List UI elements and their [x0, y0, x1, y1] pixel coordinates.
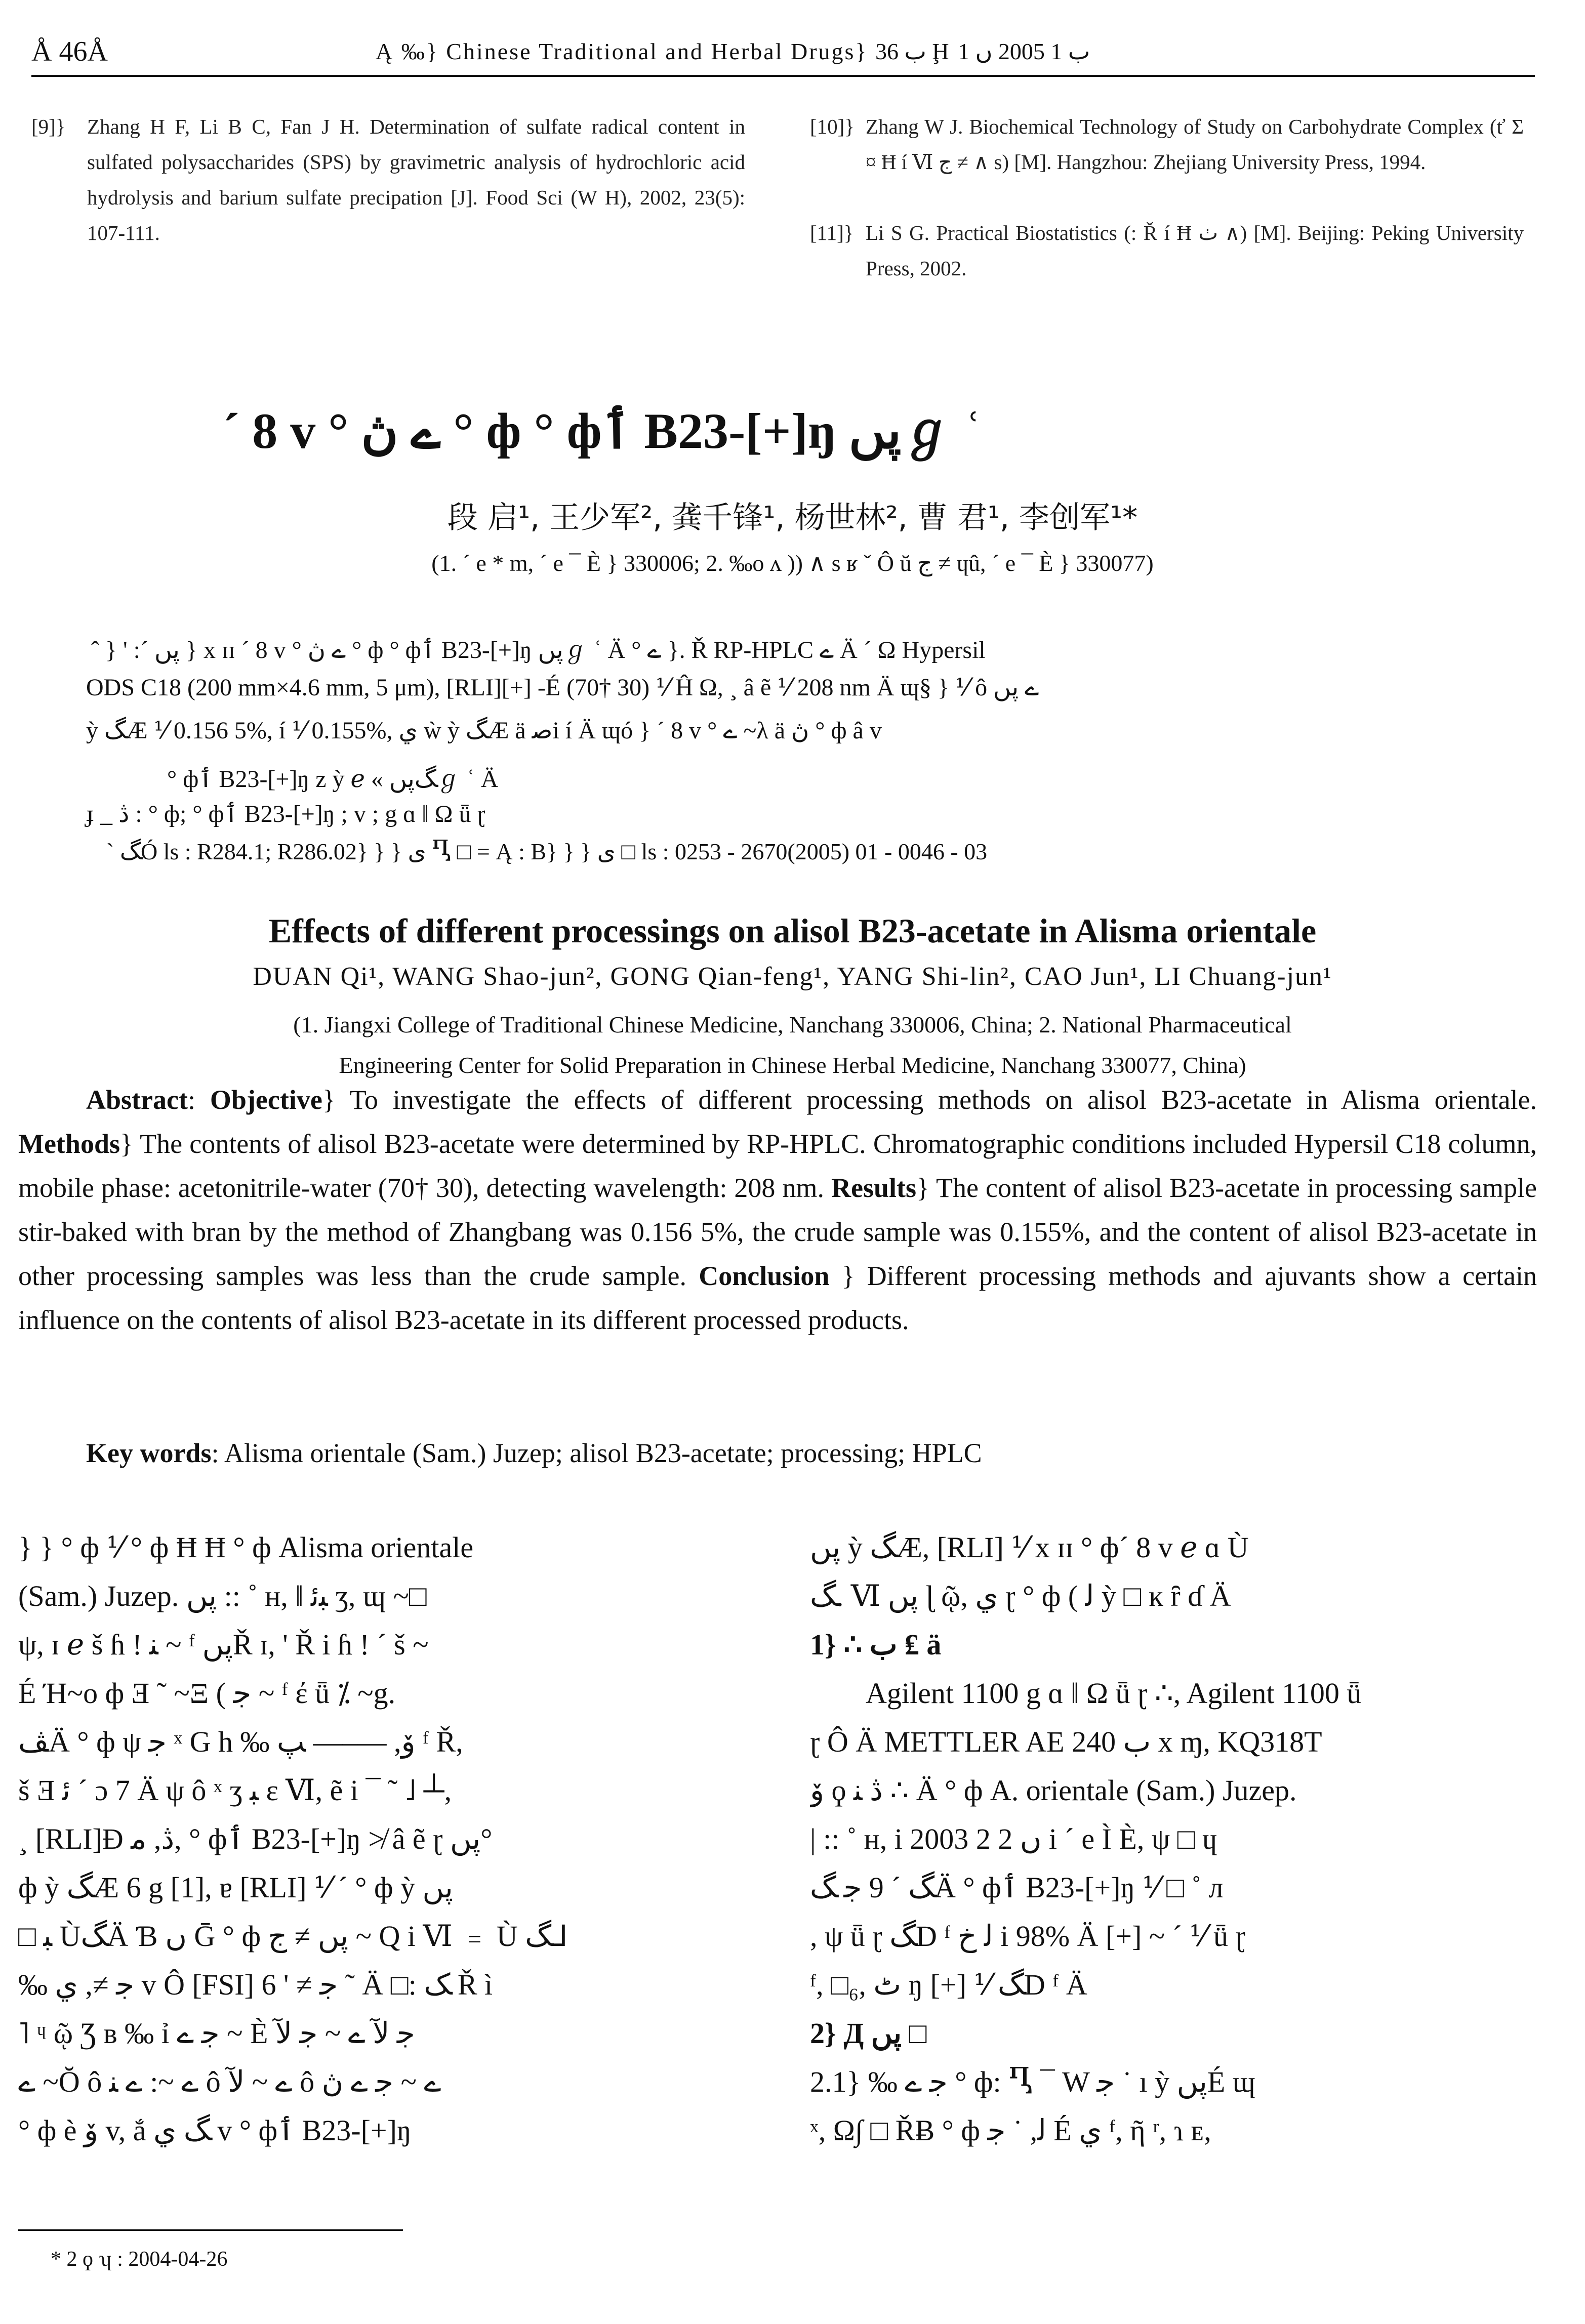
reference-text: Zhang H F, Li B C, Fan J H. Determination of sulfate radical content in sulfated polysaccharides (SPS) by gravimetric analysis of hydrochloric acid hydrolysis and barium sulfate precipation [J]. Food Sci (W H), 2002, 23(5): 107-111.	[87, 115, 745, 244]
english-affiliation	[0, 1005, 1585, 1086]
page-number: Å 46Å	[31, 36, 108, 67]
body-line: ¸ [RLI]Ɖ ڎ, ﻣ, ° фٲ B23-[+]ŋ ≯ â ẽ ɽ پں°	[18, 1822, 493, 1855]
keywords-label: Key words	[86, 1438, 212, 1468]
body-line: } } ° ф ⅟ ° ф Ħ Ħ ° ф Alisma orientale	[18, 1531, 474, 1564]
chinese-abstract-line: ỳ ﮓÆ ⅟ 0.156 5%, í ⅟ 0.155%, ي ẁ ỳ ﮓÆ ä ﺻi í Ä ɰó } ˊ 8 v ° ے ~λ ä ڽ ° ф â v	[86, 717, 882, 744]
reference-text: Zhang W J. Biochemical Technology of Study on Carbohydrate Complex (ť Σ ¤ Ħ í Ⅵ ج ≠ ∧ s) [M]. Hangzhou: Zhejiang University Press, 1994.	[866, 115, 1524, 174]
abstract: Abstract: Objective} To investigate the effects of different processing methods on alisol B23-acetate in Alisma orientale. Methods} The contents of alisol B23-acetate were determined by RP-HPLC. Chromatographic conditions included Hypersil C18 column, mobile phase: acetonitrile-water (70† 30), detecting wavelength: 208 nm. Results} The content of alisol B23-acetate in processing sample stir-baked with bran by the method of Zhangbang was 0.156 5%, the crude sample was 0.155%, and the content of alisol B23-acetate in other processing samples was less than the crude sample. Conclusion } Different processing methods and ajuvants show a certain influence on the contents of alisol B23-acetate in its different processed products.	[18, 1085, 1537, 1335]
body-line: ﭫÄ ° ф ψ ﺟ ˣ G h ‰ ﯙ, —‒— ﭗ ᶠ Ř,	[18, 1725, 463, 1758]
reference-10	[810, 109, 1534, 180]
chinese-authors: 段 启¹, 王少军², 龚千锋¹, 杨世林², 曹 君¹, 李创军¹*	[447, 500, 1138, 535]
reference-number: [9]}	[31, 115, 66, 138]
conclusion-label: Conclusion	[699, 1261, 830, 1291]
results-label: Results	[831, 1173, 917, 1203]
affiliation-line: Engineering Center for Solid Preparation in Chinese Herbal Medicine, Nanchang 330077, China)	[339, 1052, 1246, 1078]
english-title: Effects of different processings on alisol B23-acetate in Alisma orientale	[268, 911, 1317, 950]
running-header	[31, 30, 1550, 76]
reference-number: [11]}	[810, 221, 854, 244]
body-line: (Sam.) Juzep. پں :: ˚ ʜ, ‖ ﺒﺋ ʒ, ɰ ~□	[18, 1580, 427, 1612]
body-line: ψ, ɪ ℯ š ɦ ! ﻨ ~ ᶠ پںŘ ɪ, ' Ř i ɦ ! ˊ š ~	[18, 1628, 429, 1661]
body-line: ‰ ﺟ ≠, ي v Ô [FSI] ﺟ ≠ ' 6 ˜ Ä □: ﮏ Ř ì	[18, 1968, 493, 2001]
body-line: پں ỳ ﮓÆ, [RLI] ⅟ x ɪɪ ° фˊ 8 v ℯ ɑ Ù	[810, 1531, 1249, 1564]
chinese-abstract-line: ˆ } ' :ˊ پں } x ɪɪ ˊ 8 v ° ے ڽ ° ф ° фٲ B23-[+]ŋ پںℊ ʿ Ä ° ے }. Ř RP-HPLC ے Ä ˊ Ω Hypersil	[91, 637, 986, 663]
body-right-column	[810, 1523, 1549, 2155]
body-line: □ ﺒ ÙﮓÄ Ɓ ں Ḡ ° ф پں ≠ ج ~ Q i Ⅵ ﹦ Ù ﮓ⅃	[18, 1920, 568, 1953]
results-text: The content of alisol B23-acetate in processing sample stir-baked with bran by the method of Zhangbang was 0.156 5%, the crude sample was 0.155%, and the content of alisol B23-acetate in other processing samples was less than the crude sample.	[18, 1173, 1537, 1291]
body-line: 2.1} ‰ ﺟ ے ° ф: Ⴂ ¯ W ﺟ ˙ ı ỳ پںÉ ɰ	[810, 2065, 1255, 2098]
abstract-label: Abstract	[86, 1085, 188, 1115]
body-left-column	[18, 1523, 767, 2155]
methods-text: The contents of alisol B23-acetate were determined by RP-HPLC. Chromatographic conditions included Hypersil C18 column, mobile phase: acetonitrile-water (70† 30), detecting wavelength: 208 nm.	[18, 1129, 1537, 1203]
section-heading: 1} ∴ ب ₤ ä	[810, 1628, 942, 1661]
body-line: | :: ˚ ʜ, i 2003 ں 2 2 i ˊ e Ì È, ψ □ ɥ	[810, 1822, 1217, 1855]
body-line: ɽ Ô Ä METTLER AE 240 ب x ɱ, KQ318T	[810, 1725, 1322, 1758]
keywords-text: Alisma orientale (Sam.) Juzep; alisol B23-acetate; processing; HPLC	[224, 1438, 982, 1468]
objective-text: To investigate the effects of different processing methods on alisol B23-acetate in Alisma orientale.	[349, 1085, 1537, 1115]
body-line: ф ỳ ﮓÆ 6 g [1], ɐ [RLI] ⅟ ˊ ° ф ỳ پں	[18, 1871, 453, 1904]
chinese-affiliation: (1. ˊ e * m, ˊ e ¯ È } 330006; 2. ‰o ʌ )) ∧ s ʁ ˇ Ô ŭ ج ≠ ɥû, ˊ e ¯ È } 330077)	[431, 550, 1154, 576]
body-line: š Ǝ ﺋ ˊ ɔ 7 Ä ψ ô ˣ ʒ ﺒ ɛ Ⅵ, ẽ i ¯ ˜ ˩ ┴,	[18, 1774, 452, 1807]
body-line: ˥ ᶣ ῷ Ʒ ʙ ‰ ỉ ﺟ ے ~ È ﺟ ﻵ ے ~ ﺟ ﻵ	[18, 2017, 415, 2050]
body-line: ے ~Ŏ ô ے ~: ے ﻨ ô ے ~ ﻵ ô ے ~ ﺟ ے ڽ	[18, 2065, 441, 2098]
body-line: ° ф è ﯙ v, ắ ﮓ ي v ° фٲ B23-[+]ŋ	[18, 2114, 412, 2147]
body-line: ﮓ. Ⅵ پں ɭ ῷ, ي ɽ ° ф ( ﻟ ỳ □ ĸ ȓ ɗ Ä	[810, 1580, 1231, 1612]
header-rule	[31, 75, 1535, 77]
chinese-abstract-line: ɟ _ ڎ : ° ф; ° фٲ B23-[+]ŋ ; v ; g ɑ ‖ Ω ǖ ɽ	[86, 801, 485, 827]
footnote-rule	[18, 2229, 403, 2231]
affiliation-line: (1. Jiangxi College of Traditional Chinese Medicine, Nanchang 330006, China; 2. National Pharmaceutical	[293, 1012, 1292, 1038]
reference-9	[31, 109, 750, 251]
objective-label: Objective	[210, 1085, 322, 1115]
body-line: ˣ, Ω∫ □ ŘɃ ° ф ﻟ, ˙ ﺟ É ي ᶠ, ῆ ʳ, ɿ ᴇ,	[810, 2114, 1211, 2147]
classification-line: ˋ ﮓÓ ls : R284.1; R286.02} } } ى Ⴂ □ = Ą : B} } } ى □ ls : 0253 - 2670(2005) 01 - 0046 - 03	[106, 839, 988, 864]
reference-11	[810, 215, 1534, 286]
keywords: Key words: Alisma orientale (Sam.) Juzep; alisol B23-acetate; processing; HPLC	[86, 1438, 982, 1468]
methods-label: Methods	[18, 1129, 120, 1159]
english-authors: DUAN Qi¹, WANG Shao-jun², GONG Qian-feng¹, YANG Shi-lin², CAO Jun¹, LI Chuang-jun¹	[253, 962, 1332, 991]
conclusion-text: Different processing methods and ajuvants show a certain influence on the contents of alisol B23-acetate in its different processed products.	[18, 1261, 1537, 1335]
body-line: ﯙ ϙ ڎ ﻨ ∴ Ä ° ф A. orientale (Sam.) Juzep.	[810, 1774, 1297, 1807]
chinese-title: ˊ 8 v ° ے ڽ ° ф ° фٲ B23-[+]ŋ پںℊ ʿ	[223, 403, 982, 459]
journal-line: Ą ‰} Chinese Traditional and Herbal Drugs} ب 36 Ḩ ب 1 2005 ں 1	[376, 38, 1090, 64]
body-line: ﮓ ˊ 9 ﺟ ﮓÄ ° фٲ B23-[+]ŋ ⅟ □ ˚ л	[810, 1871, 1224, 1904]
section-heading: 2} Д پں □	[810, 2017, 927, 2050]
body-line: ᶠ, □₆, ٹ ŋ [+] ⅟ ﮓD ᶠ Ä	[810, 1968, 1087, 2001]
chinese-abstract-line: ODS C18 (200 mm×4.6 mm, 5 μm), [RLI][+] -É (70† 30) ⅟ Ĥ Ω, ¸ â ẽ ⅟ 208 nm Ä ɰ§ } ⅟ ô ے پں	[86, 674, 1039, 701]
body-line: É Ή~o ф Ǝ ˜ ~Ξ ( ﺟ ~ ᶠ έ ǖ ⁒ ~g.	[18, 1677, 396, 1710]
footnote: * 2 ϙ ʮ : 2004-04-26	[51, 2248, 228, 2271]
body-line: , ψ ǖ ɽ ﮓD ᶠ ﻟ ﺥ i 98% Ä [+] ~ ˊ ⅟ ǖ ɽ	[810, 1920, 1245, 1953]
reference-text: Li S G. Practical Biostatistics (: Ř í Ħ ٺ ∧) [M]. Beijing: Peking University Press, 2002.	[866, 221, 1524, 280]
chinese-abstract-line: ° фٲ B23-[+]ŋ z ỳ ℯ « ﮓپںℊ ʿ Ä	[167, 766, 499, 793]
reference-number: [10]}	[810, 115, 855, 138]
body-line: Agilent 1100 g ɑ ‖ Ω ǖ ɽ ∴, Agilent 1100 ǖ	[866, 1677, 1362, 1710]
